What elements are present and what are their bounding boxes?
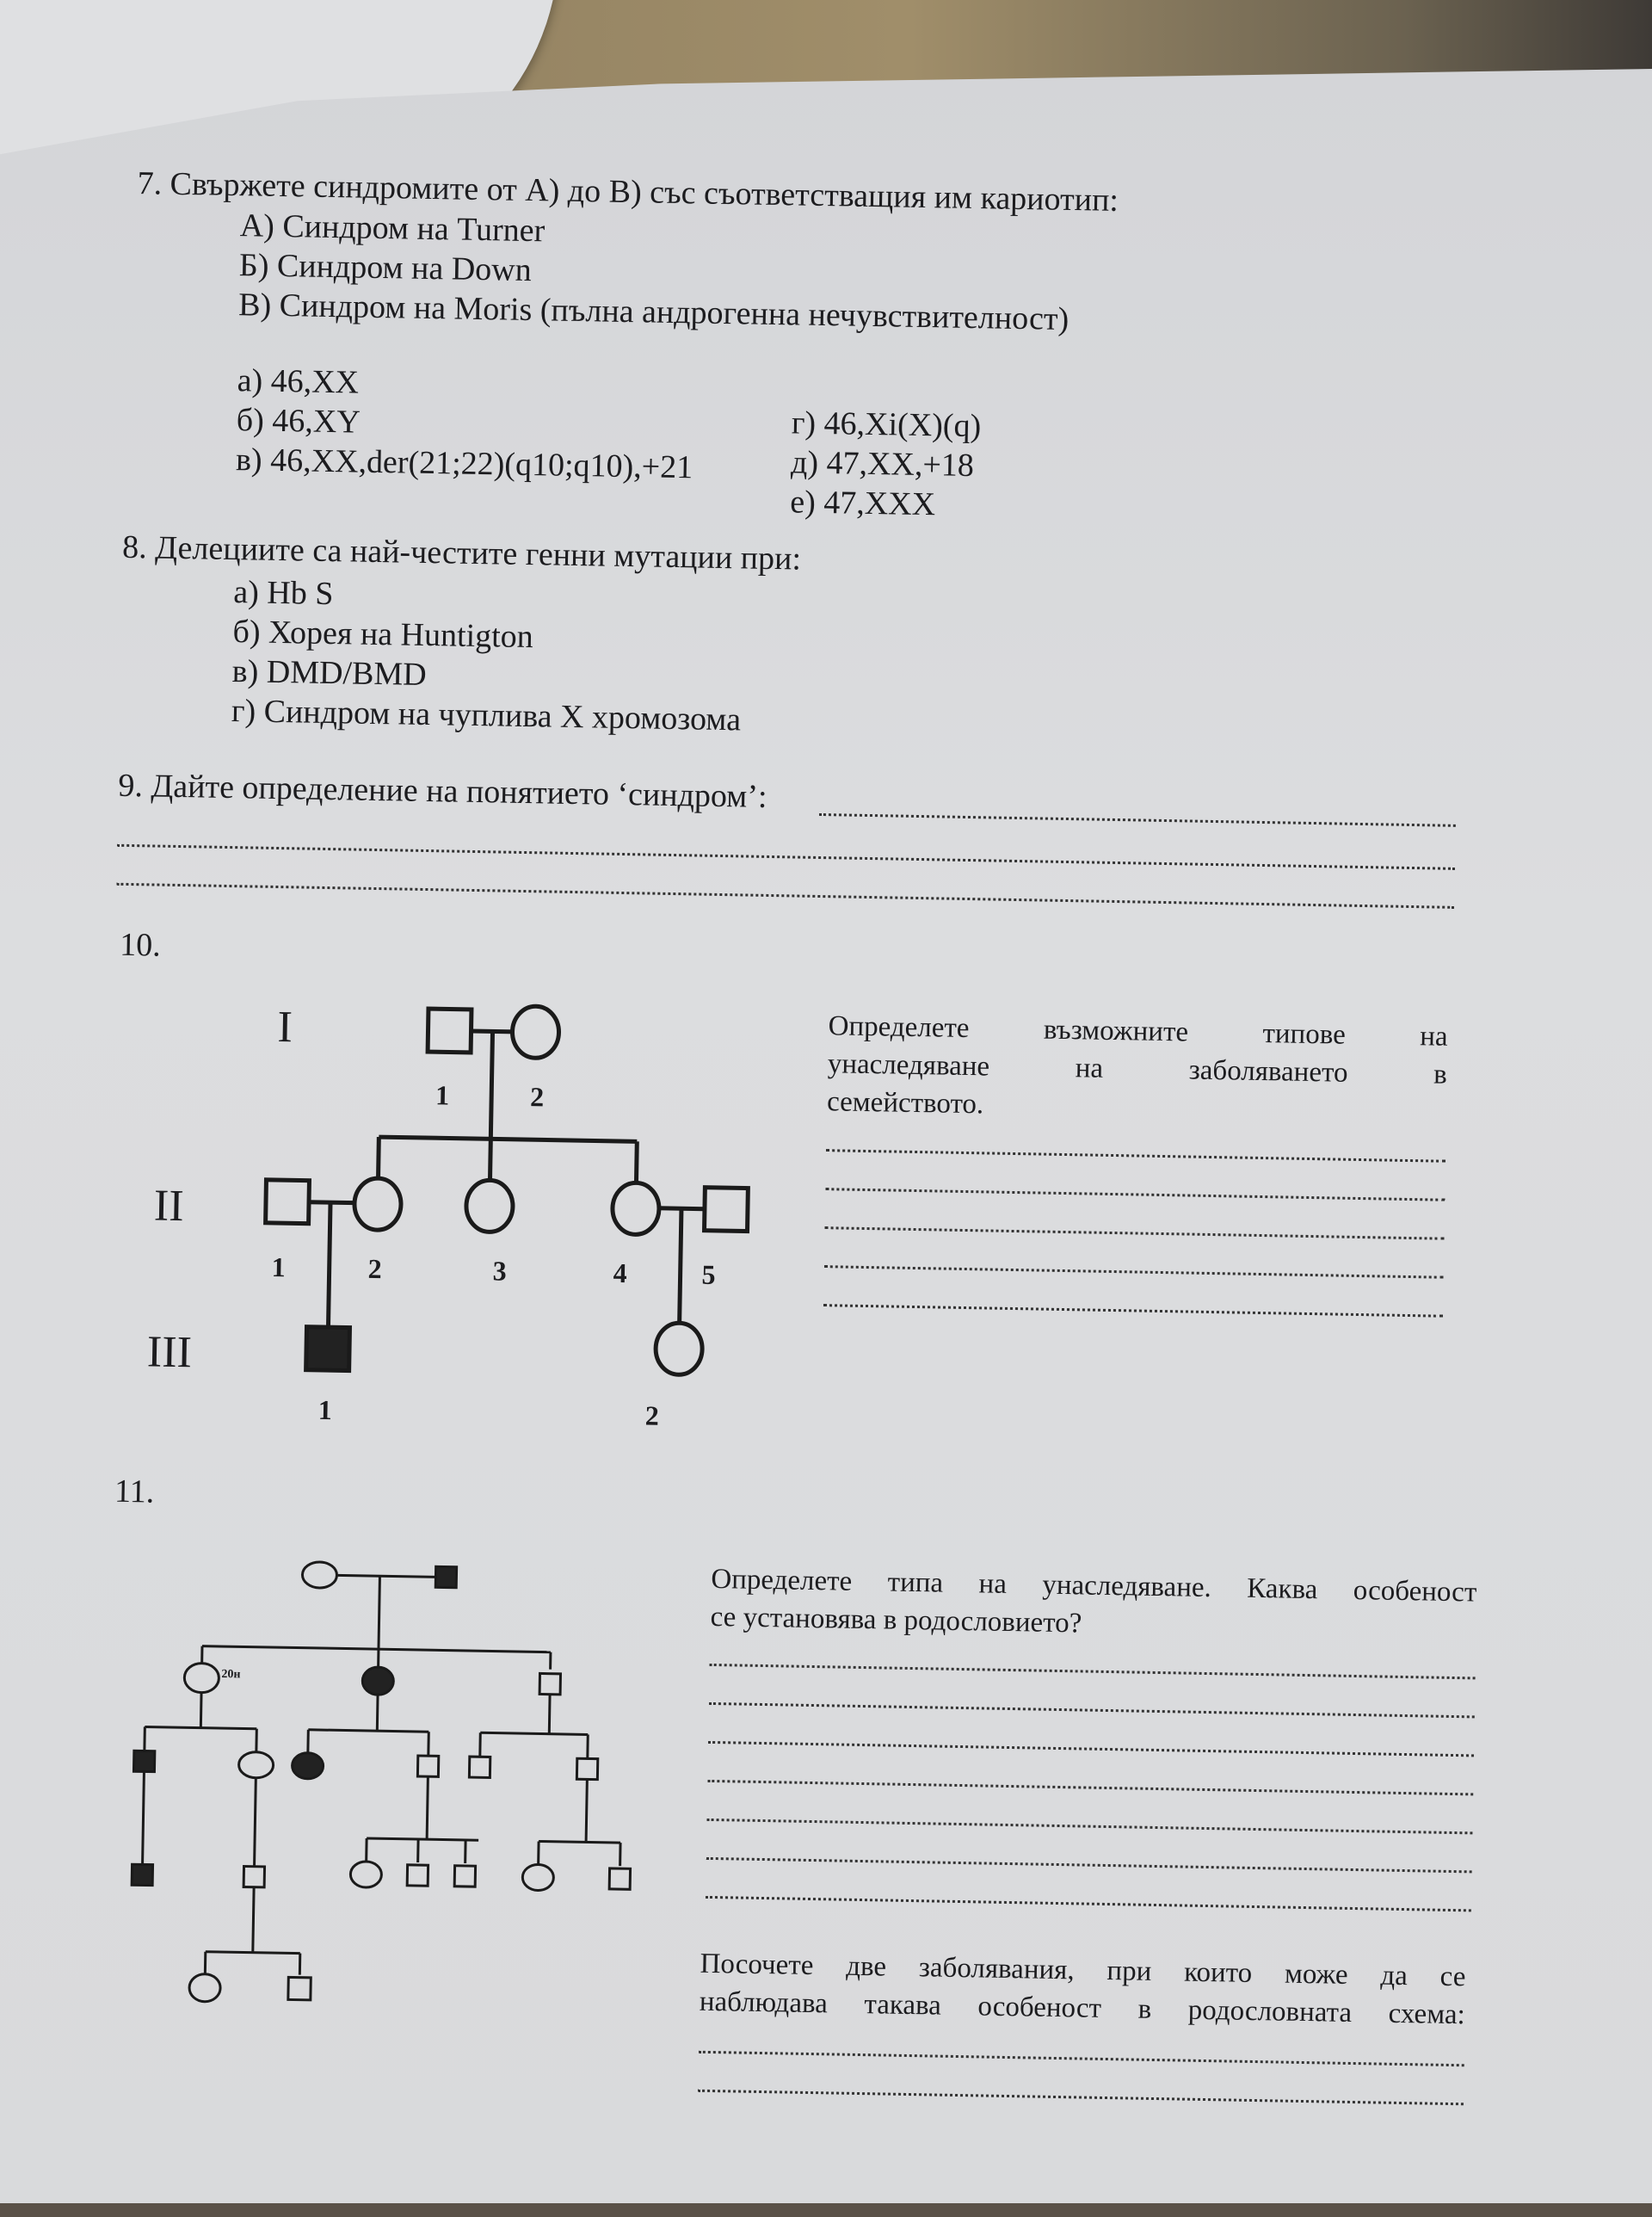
ped11-sibship <box>367 1838 478 1840</box>
q11-word: при <box>1106 1952 1152 1991</box>
q11-word: заболявания, <box>919 1948 1075 1989</box>
q8-option-c: в) DMD/BMD <box>231 652 427 694</box>
q11-answer-line-7[interactable] <box>706 1896 1471 1912</box>
ped10-drop-II4 <box>636 1141 637 1184</box>
q7-karyotype-a: а) 46,XX <box>237 361 359 401</box>
ped10-I2-female <box>512 1006 559 1059</box>
ped11-I-female <box>302 1562 337 1589</box>
q8-option-b: б) Хорея на Huntigton <box>232 613 533 656</box>
ped10-label-II4: 4 <box>613 1257 627 1289</box>
ped11-III-male <box>576 1758 597 1779</box>
ped10-II3-female <box>465 1180 513 1232</box>
ped11-IV-female <box>522 1864 554 1891</box>
ped10-label-I2: 2 <box>530 1081 545 1113</box>
q10-answer-line-5[interactable] <box>823 1304 1443 1318</box>
pedigree-11 <box>103 1537 664 2132</box>
ped11-III-male <box>417 1756 438 1776</box>
ped11-I-affected-male <box>435 1566 456 1587</box>
q11-word: в <box>1137 1991 1151 2029</box>
q7-karyotype-e: д) 47,XX,+18 <box>791 443 975 485</box>
q10-word: в <box>1433 1055 1447 1093</box>
ped10-III1-affected-male <box>306 1327 350 1371</box>
ped10-II5-male <box>705 1188 749 1232</box>
q11-word: особеност <box>977 1987 1101 2027</box>
ped11-IV-male <box>609 1868 630 1889</box>
ped11-II-female-left <box>184 1663 219 1693</box>
ped11-IV-female <box>350 1862 382 1888</box>
q10-answer-line-3[interactable] <box>825 1226 1445 1240</box>
q11-answer-line-4[interactable] <box>707 1780 1473 1796</box>
q9-answer-line-3[interactable] <box>116 883 1454 909</box>
q10-word: заболяването <box>1188 1052 1348 1092</box>
q11-word: унаследяване. <box>1042 1566 1211 1607</box>
q11-answer-line-1[interactable] <box>710 1664 1476 1680</box>
q10-word: възможните <box>1044 1011 1189 1052</box>
ped11-sibship <box>480 1732 588 1734</box>
ped10-I-descent-line <box>490 1031 492 1139</box>
q11-answer-line-5[interactable] <box>707 1819 1473 1835</box>
ped11-descent <box>253 1887 254 1953</box>
q11-word: типа <box>887 1564 943 1603</box>
q7-karyotype-d: г) 46,Xi(X)(q) <box>792 404 982 445</box>
ped11-age-note: 20н <box>221 1668 240 1682</box>
q10-generation-I: I <box>277 1002 293 1053</box>
q10-word: на <box>1075 1049 1103 1088</box>
ped11-II-affected-female <box>362 1667 394 1695</box>
q11-word: се <box>1439 1958 1465 1997</box>
q10-generation-II: II <box>153 1181 184 1232</box>
ped10-II4-female <box>612 1183 659 1235</box>
q11-number: 11. <box>114 1473 155 1511</box>
ped11-III-affected-male <box>133 1751 154 1771</box>
ped10-II-sibship-line <box>379 1137 637 1141</box>
ped11-descent <box>427 1776 428 1839</box>
ped11-descent <box>200 1694 201 1728</box>
ped11-sibship <box>145 1726 256 1728</box>
ped11-IV-affected-male <box>132 1864 152 1885</box>
ped11-sibship <box>308 1730 428 1732</box>
ped11-I-mating <box>336 1575 435 1577</box>
ped10-label-III2: 2 <box>644 1400 659 1432</box>
q11-word: особеност <box>1353 1572 1476 1611</box>
ped10-label-II3: 3 <box>492 1255 507 1287</box>
q10-word: унаследяване <box>828 1045 990 1085</box>
ped11-descent <box>255 1778 256 1867</box>
q11-word: които <box>1184 1954 1253 1992</box>
ped10-III2-female <box>656 1323 703 1375</box>
q11-word: Посочете <box>700 1945 814 1985</box>
ped11-II-sibship <box>202 1646 551 1652</box>
pedigree-10 <box>236 979 760 1436</box>
q7-syndrome-c: В) Синдром на Moris (пълна андрогенна нечувствителност) <box>238 286 1069 338</box>
q11-word: на <box>978 1565 1007 1603</box>
q10-instruction-line-3: семейството. <box>827 1083 984 1123</box>
ped10-II-left-descent <box>329 1202 330 1325</box>
ped10-label-II5: 5 <box>701 1259 716 1291</box>
q8-option-d: г) Синдром на чуплива X хромозома <box>231 692 742 738</box>
ped10-label-III1: 1 <box>317 1394 332 1426</box>
q8-prompt: 8. Делециите са най-честите генни мутации при: <box>122 528 801 578</box>
q8-option-a: а) Hb S <box>233 573 334 613</box>
q11-word: такава <box>864 1985 941 2025</box>
ped11-II-male-right <box>539 1673 560 1694</box>
q11-answer-line-3[interactable] <box>708 1741 1474 1757</box>
q11-word: схема: <box>1388 1995 1465 2035</box>
q7-syndrome-b: Б) Синдром на Down <box>239 246 532 289</box>
q11-word: наблюдава <box>699 1983 828 2023</box>
ped11-descent <box>586 1779 587 1842</box>
q10-word: на <box>1420 1017 1448 1056</box>
q11-word: родословната <box>1187 1992 1352 2032</box>
q7-karyotype-f: е) 47,XXX <box>790 483 936 523</box>
ped10-label-II1: 1 <box>271 1251 286 1283</box>
q10-word: Определете <box>828 1007 970 1047</box>
q11-second-answer-line-2[interactable] <box>698 2090 1464 2106</box>
q11-answer-line-2[interactable] <box>709 1702 1475 1719</box>
q11-word: Определете <box>711 1560 853 1601</box>
ped11-descent <box>377 1695 378 1731</box>
ped11-sibship <box>539 1841 620 1843</box>
q7-karyotype-b: б) 46,XY <box>236 401 361 442</box>
q9-prompt: 9. Дайте определение на понятието ‘синдром’: <box>118 767 767 816</box>
ped11-III-affected-female <box>292 1752 324 1779</box>
ped11-III-male <box>469 1757 490 1777</box>
q9-answer-line-2[interactable] <box>117 844 1455 870</box>
ped10-drop-II2 <box>378 1137 379 1180</box>
ped10-II1-male <box>266 1180 310 1224</box>
ped11-IV-male <box>454 1866 475 1887</box>
ped10-I1-male <box>428 1009 472 1053</box>
ped11-sibship <box>206 1952 300 1954</box>
q11-word: да <box>1380 1957 1408 1996</box>
q7-karyotype-c: в) 46,XX,der(21;22)(q10;q10),+21 <box>236 441 693 486</box>
q7-prompt: 7. Свържете синдромите от А) до В) със съответстващия им кариотип: <box>137 164 1119 219</box>
q10-number: 10. <box>120 926 161 965</box>
q10-generation-III: III <box>146 1326 192 1378</box>
q10-word: типове <box>1262 1015 1346 1054</box>
q11-instruction-line-2: се установява в родословието? <box>710 1598 1082 1643</box>
ped10-II-right-descent <box>680 1208 681 1323</box>
ped10-label-I1: 1 <box>435 1079 450 1111</box>
q7-syndrome-a: А) Синдром на Turner <box>239 207 545 250</box>
q11-word: може <box>1285 1955 1348 1994</box>
q11-second-answer-line-1[interactable] <box>699 2051 1464 2067</box>
ped11-V-male <box>288 1977 311 1999</box>
ped11-IV-male <box>407 1865 428 1886</box>
ped11-IV-male <box>243 1866 264 1887</box>
q11-word: две <box>846 1948 887 1986</box>
q11-word: Каква <box>1247 1570 1318 1609</box>
q9-answer-line-1[interactable] <box>819 813 1456 827</box>
ped10-label-II2: 2 <box>367 1253 382 1285</box>
q10-answer-line-1[interactable] <box>826 1149 1446 1163</box>
q10-answer-line-2[interactable] <box>825 1188 1445 1201</box>
ped11-descent <box>549 1695 550 1734</box>
ped10-II2-female <box>354 1178 401 1231</box>
q10-answer-line-4[interactable] <box>824 1265 1444 1279</box>
q11-answer-line-6[interactable] <box>706 1857 1472 1874</box>
ped11-V-female <box>189 1973 221 2002</box>
ped11-III-female <box>238 1751 274 1778</box>
ped11-descent <box>143 1771 145 1864</box>
